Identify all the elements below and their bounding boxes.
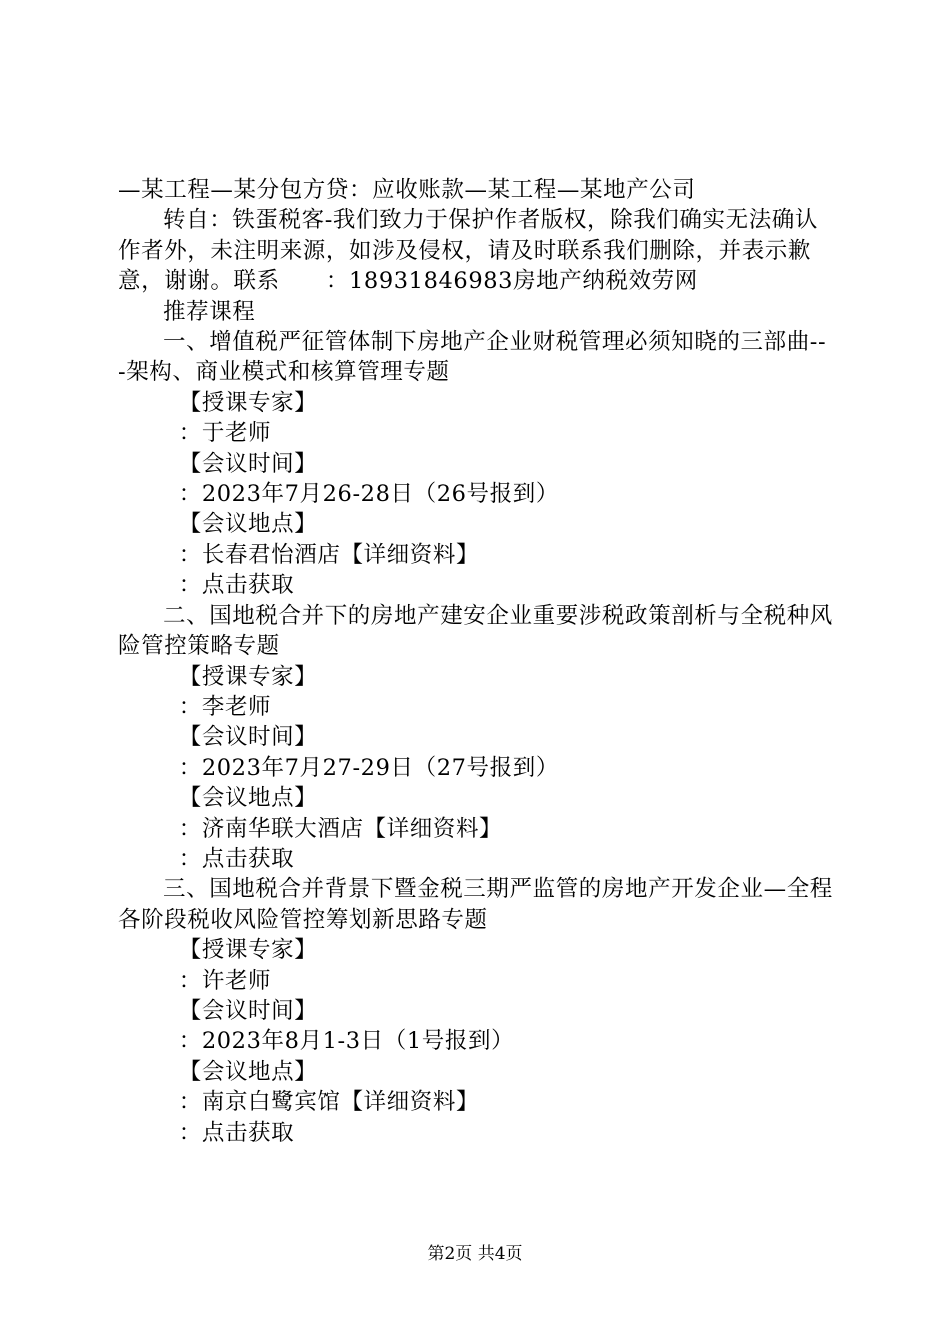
- course-expert: ：于老师: [178, 420, 272, 447]
- course-place: ：长春君怡酒店【详细资料】: [178, 541, 480, 568]
- course-time-label: 【会议时间】: [178, 997, 318, 1024]
- course-time: ：2023年8月1-3日（1号报到）: [178, 1028, 515, 1055]
- course-link[interactable]: ：点击获取: [178, 1119, 295, 1146]
- course-time: ：2023年7月27-29日（27号报到）: [178, 754, 559, 781]
- course-expert: ：许老师: [178, 967, 272, 994]
- course-time: ：2023年7月26-28日（26号报到）: [178, 481, 559, 508]
- course-expert-label: 【授课专家】: [178, 937, 318, 964]
- page-number-footer: 第2页 共4页: [427, 1244, 523, 1264]
- course-link[interactable]: ：点击获取: [178, 845, 295, 872]
- course-place-label: 【会议地点】: [178, 511, 318, 538]
- document-body: [118, 175, 834, 1148]
- course-time-label: 【会议时间】: [178, 724, 318, 751]
- course-title: 一、增值税严征管体制下房地产企业财税管理必须知晓的三部曲---架构、商业模式和核算管理专题: [118, 329, 827, 386]
- section-heading-recommended-courses: 推荐课程: [163, 298, 256, 325]
- course-place: ：南京白鹭宾馆【详细资料】: [178, 1089, 480, 1116]
- course-place-label: 【会议地点】: [178, 1058, 318, 1085]
- copyright-notice: 转自：铁蛋税客-我们致力于保护作者版权，除我们确实无法确认作者外，未注明来源，如涉及侵权，请及时联系我们删除，并表示歉意，谢谢。联系 ：18931846983房地产纳税效劳网: [118, 207, 819, 295]
- course-time-label: 【会议时间】: [178, 450, 318, 477]
- course-expert: ：李老师: [178, 693, 272, 720]
- course-expert-label: 【授课专家】: [178, 389, 318, 416]
- course-link[interactable]: ：点击获取: [178, 572, 295, 599]
- course-title: 三、国地税合并背景下暨金税三期严监管的房地产开发企业—全程各阶段税收风险管控筹划新思路专题: [118, 876, 833, 933]
- course-place: ：济南华联大酒店【详细资料】: [178, 815, 503, 842]
- course-expert-label: 【授课专家】: [178, 663, 318, 690]
- course-title: 二、国地税合并下的房地产建安企业重要涉税政策剖析与全税种风险管控策略专题: [118, 602, 833, 660]
- text-line-accounting: —某工程—某分包方贷：应收账款—某工程—某地产公司: [118, 177, 696, 203]
- course-place-label: 【会议地点】: [178, 785, 318, 812]
